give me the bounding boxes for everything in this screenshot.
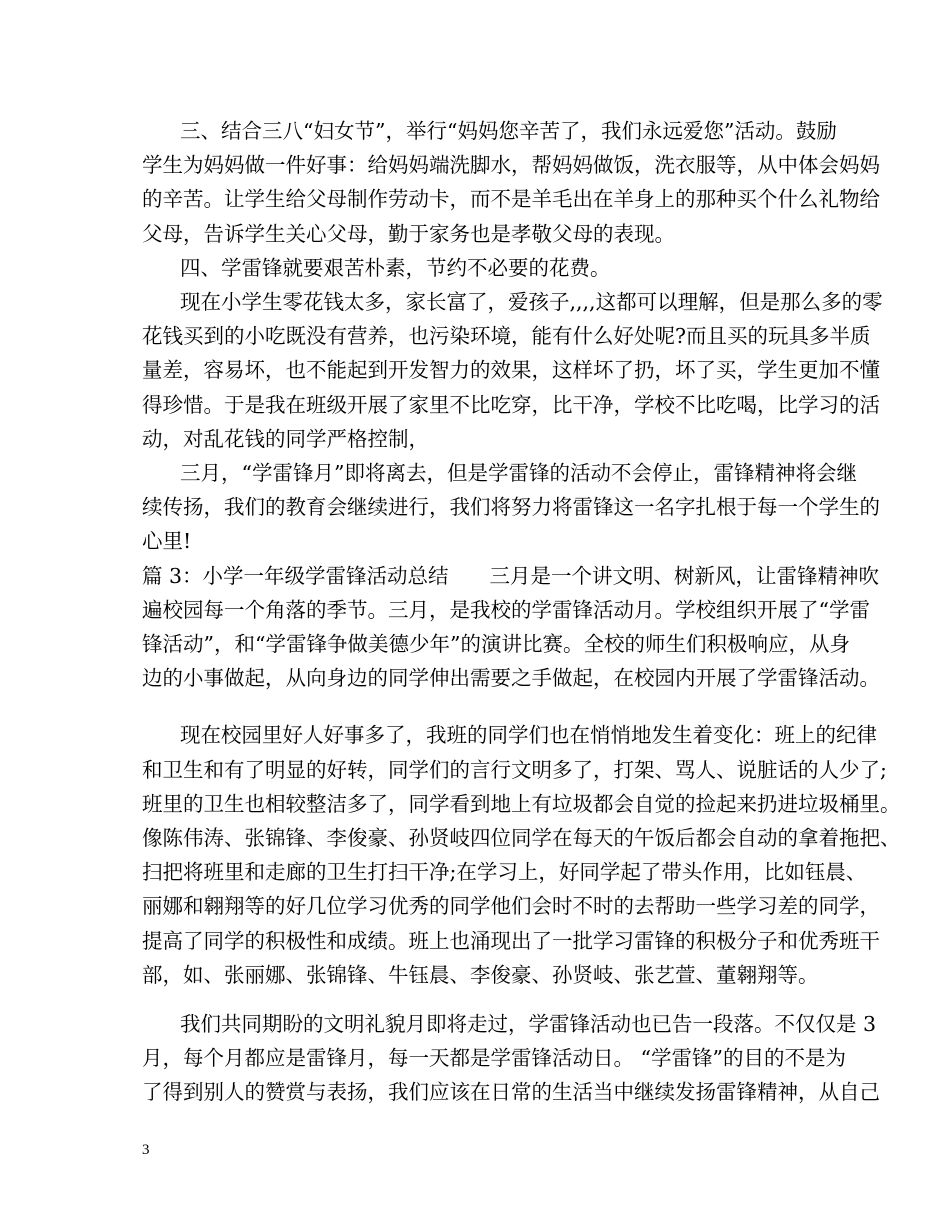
paragraph-line: 锋活动”，和“学雷锋争做美德少年”的演讲比赛。全校的师生们积极响应，从身 <box>142 632 850 656</box>
paragraph-line: 现在校园里好人好事多了，我班的同学们也在悄悄地发生着变化：班上的纪律 <box>180 723 877 747</box>
paragraph-line: 扫把将班里和走廊的卫生打扫干净;在学习上，好同学起了带头作用，比如钰晨、 <box>142 860 867 884</box>
paragraph-line: 丽娜和翱翔等的好几位学习优秀的同学他们会时不时的去帮助一些学习差的同学， <box>142 894 880 918</box>
paragraph-line: 遍校园每一个角落的季节。三月，是我校的学雷锋活动月。学校组织开展了“学雷 <box>142 598 870 622</box>
paragraph-line: 我们共同期盼的文明礼貌月即将走过，学雷锋活动也已告一段落。不仅仅是 3 <box>180 1012 877 1036</box>
paragraph-line: 月，每个月都应是雷锋月，每一天都是学雷锋活动日。 “学雷锋”的目的不是为 <box>142 1046 846 1070</box>
page-number: 3 <box>142 1142 150 1158</box>
paragraph-line: 量差，容易坏，也不能起到开发智力的效果，这样坏了扔，坏了买，学生更加不懂 <box>142 358 880 382</box>
paragraph-line: 心里! <box>142 529 192 553</box>
paragraph-line: 和卫生和有了明显的好转，同学们的言行文明多了，打架、骂人、说脏话的人少了; <box>142 758 887 782</box>
paragraph-line: 三、结合三八“妇女节”，举行“妈妈您辛苦了，我们永远爱您”活动。鼓励 <box>180 119 837 143</box>
paragraph-line: 班里的卫生也相较整洁多了，同学看到地上有垃圾都会自觉的捡起来扔进垃圾桶里。 <box>142 792 901 816</box>
paragraph-line: 现在小学生零花钱太多，家长富了，爱孩子,,,,这都可以理解，但是那么多的零 <box>180 290 883 314</box>
paragraph-line: 父母，告诉学生关心父母，勤于家务也是孝敬父母的表现。 <box>142 222 675 246</box>
paragraph-line: 部，如、张丽娜、张锦锋、牛钰晨、李俊豪、孙贤岐、张艺萱、董翱翔等。 <box>142 963 819 987</box>
paragraph-line: 了得到别人的赞赏与表扬，我们应该在日常的生活当中继续发扬雷锋精神，从自己 <box>142 1080 880 1104</box>
paragraph-line: 续传扬，我们的教育会继续进行，我们将努力将雷锋这一名字扎根于每一个学生的 <box>142 495 880 519</box>
paragraph-line: 边的小事做起，从向身边的同学伸出需要之手做起，在校园内开展了学雷锋活动。 <box>142 666 880 690</box>
paragraph-line: 花钱买到的小吃既没有营养，也污染环境，能有什么好处呢?而且买的玩具多半质 <box>142 324 871 348</box>
paragraph-line: 像陈伟涛、张锦锋、李俊豪、孙贤岐四位同学在每天的午饭后都会自动的拿着拖把、 <box>142 826 901 850</box>
paragraph-line: 学生为妈妈做一件好事：给妈妈端洗脚水，帮妈妈做饭，洗衣服等，从中体会妈妈 <box>142 153 880 177</box>
paragraph-line: 的辛苦。让学生给父母制作劳动卡，而不是羊毛出在羊身上的那种买个什么礼物给 <box>142 187 880 211</box>
article-title-line: 篇 3：小学一年级学雷锋活动总结 三月是一个讲文明、树新风，让雷锋精神吹 <box>142 564 880 588</box>
paragraph-line: 三月，“学雷锋月”即将离去，但是学雷锋的活动不会停止，雷锋精神将会继 <box>180 461 857 485</box>
paragraph-line: 动，对乱花钱的同学严格控制， <box>142 427 429 451</box>
paragraph-line: 提高了同学的积极性和成绩。班上也涌现出了一批学习雷锋的积极分子和优秀班干 <box>142 929 880 953</box>
section-heading: 四、学雷锋就要艰苦朴素，节约不必要的花费。 <box>180 256 611 280</box>
paragraph-line: 得珍惜。于是我在班级开展了家里不比吃穿，比干净，学校不比吃喝，比学习的活 <box>142 393 880 417</box>
